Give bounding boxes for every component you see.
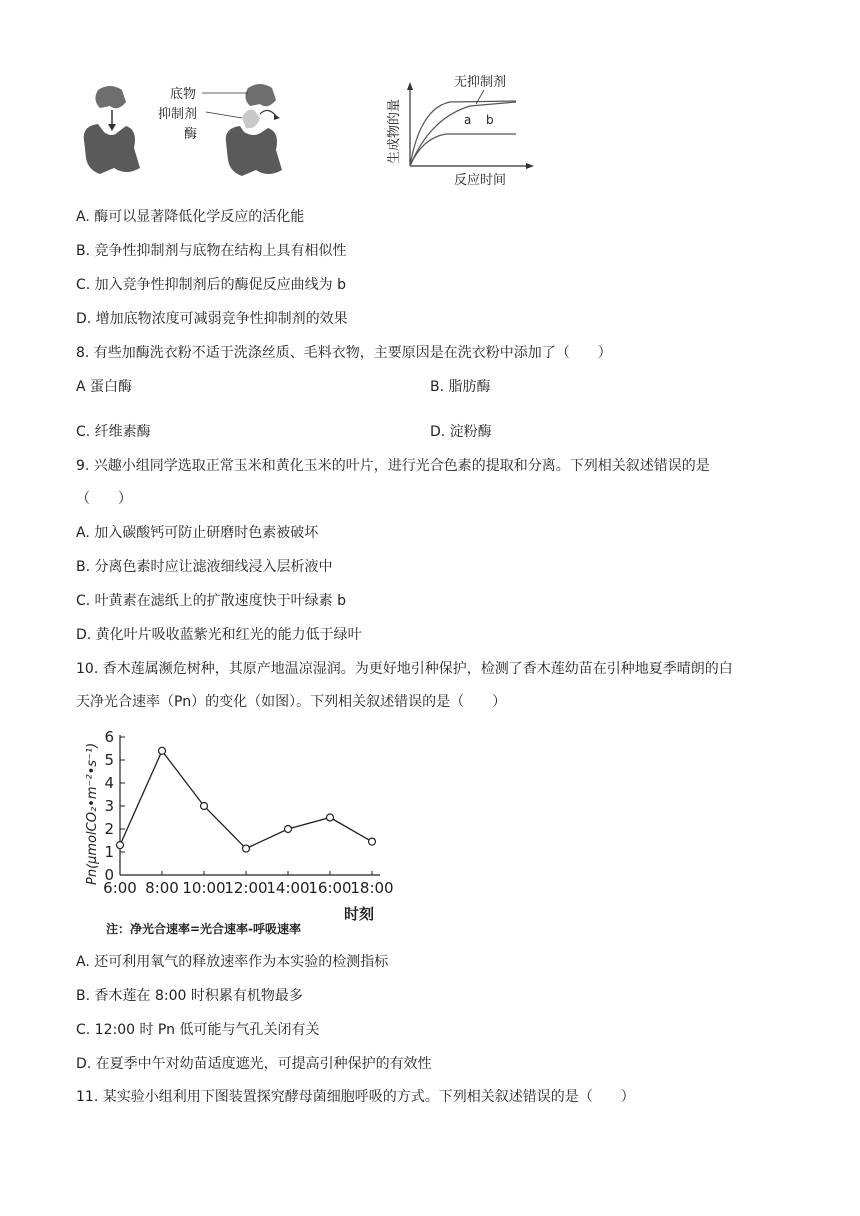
q10-option-d: D. 在夏季中午对幼苗适度遮光，可提高引种保护的有效性	[76, 1056, 432, 1072]
pn-y-tick-label: 2	[104, 820, 114, 838]
arrow-head	[108, 124, 116, 131]
q10-option-b: B. 香木莲在 8:00 时积累有机物最多	[76, 988, 303, 1004]
q9-option-b: B. 分离色素时应让滤液细线浸入层析液中	[76, 559, 333, 575]
q8-stem: 8. 有些加酶洗衣粉不适于洗涤丝质、毛料衣物，主要原因是在洗衣粉中添加了（ ）	[76, 345, 612, 361]
deflection-arrow-head	[274, 114, 280, 120]
product-curve-figure	[380, 68, 540, 190]
q7-option-d: D. 增加底物浓度可减弱竞争性抑制剂的效果	[76, 311, 348, 327]
pn-note: 注：净光合速率=光合速率-呼吸速率	[106, 922, 302, 936]
q9-stem-cont: （ ）	[76, 491, 132, 507]
substrate-shape-left	[95, 86, 126, 108]
q7-option-a: A. 酶可以显著降低化学反应的活化能	[76, 209, 305, 225]
pn-y-tick-label: 5	[104, 751, 114, 769]
q10-option-a: A. 还可利用氧气的释放速率作为本实验的检测指标	[76, 954, 389, 970]
deflection-arrow	[260, 110, 276, 116]
q8-option-a: A 蛋白酶	[76, 379, 133, 395]
pn-data-point	[327, 814, 334, 821]
q9-option-c: C. 叶黄素在滤纸上的扩散速度快于叶绿素 b	[76, 593, 347, 609]
pn-data-point	[201, 803, 208, 810]
pn-y-tick-label: 6	[104, 728, 114, 746]
pn-x-tick-label: 14:00	[266, 879, 310, 897]
curve-y-arrow	[407, 82, 413, 90]
curve-ylabel: 生成物的量	[387, 98, 402, 164]
curve-x-arrow	[526, 163, 534, 169]
pn-y-tick-label: 1	[104, 843, 114, 861]
q7-option-b: B. 竞争性抑制剂与底物在结构上具有相似性	[76, 243, 347, 259]
label-inhibitor: 抑制剂	[158, 107, 198, 122]
pn-y-tick-label: 0	[104, 866, 114, 884]
q10-stem-cont: 天净光合速率（Pn）的变化（如图）。下列相关叙述错误的是（ ）	[76, 694, 507, 710]
q10-stem: 10. 香木莲属濒危树种，其原产地温凉湿润。为更好地引种保护，检测了香木莲幼苗在引种地夏季晴朗的白	[76, 661, 733, 677]
pn-data-point	[285, 826, 292, 833]
pn-y-tick-label: 3	[104, 797, 114, 815]
pn-x-tick-label: 8:00	[145, 879, 179, 897]
label-curve-a: a	[464, 113, 472, 127]
pn-x-tick-label: 12:00	[224, 879, 268, 897]
enzyme-shape-right	[226, 126, 282, 176]
q8-option-b: B. 脂肪酶	[430, 379, 491, 395]
q8-option-c: C. 纤维素酶	[76, 424, 151, 440]
label-substrate: 底物	[170, 87, 197, 102]
pn-data-point	[243, 845, 250, 852]
label-enzyme: 酶	[184, 127, 198, 142]
curve-xlabel: 反应时间	[454, 173, 507, 188]
leader-inhibitor	[206, 112, 242, 118]
pn-x-tick-label: 18:00	[350, 879, 394, 897]
pn-x-tick-label: 16:00	[308, 879, 352, 897]
pn-ylabel: Pn(μmolCO₂•m⁻²•s⁻¹)	[85, 742, 100, 885]
q9-stem: 9. 兴趣小组同学选取正常玉米和黄化玉米的叶片，进行光合色素的提取和分离。下列相关叙述错误的是	[76, 458, 710, 474]
enzyme-inhibitor-figure	[70, 78, 290, 183]
pn-chart	[80, 725, 420, 940]
inhibitor-shape	[242, 110, 260, 129]
pn-data-point	[117, 842, 124, 849]
q10-option-c: C. 12:00 时 Pn 低可能与气孔关闭有关	[76, 1022, 320, 1038]
label-curve-b: b	[486, 113, 494, 127]
pn-xlabel: 时刻	[344, 905, 375, 923]
pn-x-tick-label: 6:00	[103, 879, 137, 897]
q11-stem: 11. 某实验小组利用下图装置探究酵母菌细胞呼吸的方式。下列相关叙述错误的是（ ）	[76, 1089, 635, 1105]
substrate-shape-right	[245, 84, 276, 106]
pn-series-line	[120, 751, 372, 849]
enzyme-shape-left	[84, 124, 140, 174]
pn-x-tick-label: 10:00	[182, 879, 226, 897]
pn-data-point	[369, 838, 376, 845]
pn-data-point	[159, 747, 166, 754]
curve-b	[410, 134, 516, 166]
q7-option-c: C. 加入竞争性抑制剂后的酶促反应曲线为 b	[76, 277, 347, 293]
q9-option-d: D. 黄化叶片吸收蓝紫光和红光的能力低于绿叶	[76, 627, 362, 643]
label-no-inhibitor: 无抑制剂	[454, 75, 507, 90]
q9-option-a: A. 加入碳酸钙可防止研磨时色素被破坏	[76, 525, 319, 541]
pn-y-tick-label: 4	[104, 774, 114, 792]
q8-option-d: D. 淀粉酶	[430, 424, 492, 440]
